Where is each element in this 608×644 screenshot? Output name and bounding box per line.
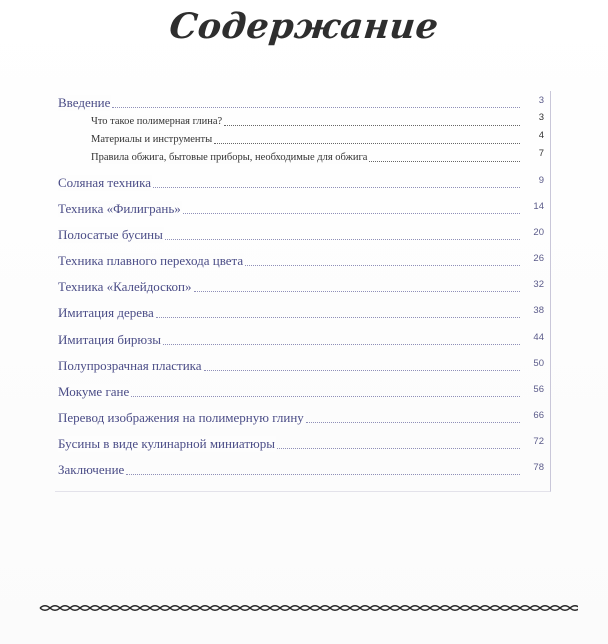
toc-entry-title: Техника «Филигрань» (58, 201, 181, 216)
dot-leader (163, 344, 520, 345)
toc-entry (55, 223, 550, 243)
toc-entry-page-number: 38 (533, 305, 544, 316)
toc-entry (55, 144, 550, 164)
toc-entry (55, 197, 550, 217)
toc-entry (55, 458, 550, 478)
dot-leader (126, 474, 520, 475)
dot-leader (277, 448, 520, 449)
dot-leader (194, 291, 520, 292)
dot-leader (156, 317, 520, 318)
toc-entry-title: Материалы и инструменты (91, 134, 213, 145)
dot-leader (204, 370, 520, 371)
toc-entry-page-number: 32 (533, 279, 544, 290)
toc-entry-page-number: 44 (533, 332, 544, 343)
toc-entry-title: Имитация дерева (58, 305, 154, 320)
toc-entry-title: Перевод изображения на полимерную глину (58, 410, 304, 425)
toc-entry (55, 380, 550, 400)
toc-entry-title: Что такое полимерная глина? (91, 116, 223, 127)
toc-entry-page-number: 72 (533, 436, 544, 447)
toc-entry-title: Бусины в виде кулинарной миниатюры (58, 436, 275, 451)
dot-leader (153, 187, 520, 188)
toc-entry (55, 171, 550, 191)
toc-entry-page-number: 66 (533, 410, 544, 421)
dot-leader (183, 213, 520, 214)
toc-entry-page-number: 4 (538, 130, 544, 141)
dot-leader (369, 161, 520, 162)
toc-entry-title: Соляная техника (58, 175, 152, 190)
toc-entry (55, 406, 550, 426)
toc-entry-page-number: 3 (538, 112, 544, 123)
toc-entry-title: Правила обжига, бытовые приборы, необходимые для обжига (91, 152, 368, 163)
toc-entry-title: Мокуме гане (58, 384, 130, 399)
toc-entry (55, 354, 550, 374)
toc-entry-page-number: 50 (533, 358, 544, 369)
toc-entry (55, 301, 550, 321)
toc-entry-title: Полосатые бусины (58, 227, 163, 242)
toc-entry-page-number: 26 (533, 253, 544, 264)
toc-entry-page-number: 56 (533, 384, 544, 395)
toc-entry (55, 328, 550, 348)
toc-entry (55, 249, 550, 269)
toc-entry-page-number: 7 (538, 148, 544, 159)
toc-entry-title: Техника плавного перехода цвета (58, 253, 244, 268)
toc-entry (55, 432, 550, 452)
toc-entry-title: Имитация бирюзы (58, 332, 161, 347)
toc-entry-title: Заключение (58, 462, 125, 477)
toc-entry-page-number: 20 (533, 227, 544, 238)
dot-leader (131, 396, 520, 397)
toc-entry-title: Техника «Калейдоскоп» (58, 279, 192, 294)
page-title: Содержание (167, 6, 441, 47)
table-of-contents (55, 91, 551, 492)
dot-leader (306, 422, 520, 423)
toc-entry (55, 108, 550, 128)
toc-entry-title: Полупрозрачная пластика (58, 358, 202, 373)
dot-leader (245, 265, 520, 266)
toc-entry-page-number: 14 (533, 201, 544, 212)
ornamental-divider (38, 601, 578, 615)
toc-entry (55, 126, 550, 146)
toc-entry-page-number: 3 (538, 95, 544, 106)
toc-entry (55, 275, 550, 295)
toc-entry-title: Введение (58, 95, 111, 110)
toc-entry-page-number: 9 (538, 175, 544, 186)
dot-leader (165, 239, 520, 240)
toc-entry-page-number: 78 (533, 462, 544, 473)
